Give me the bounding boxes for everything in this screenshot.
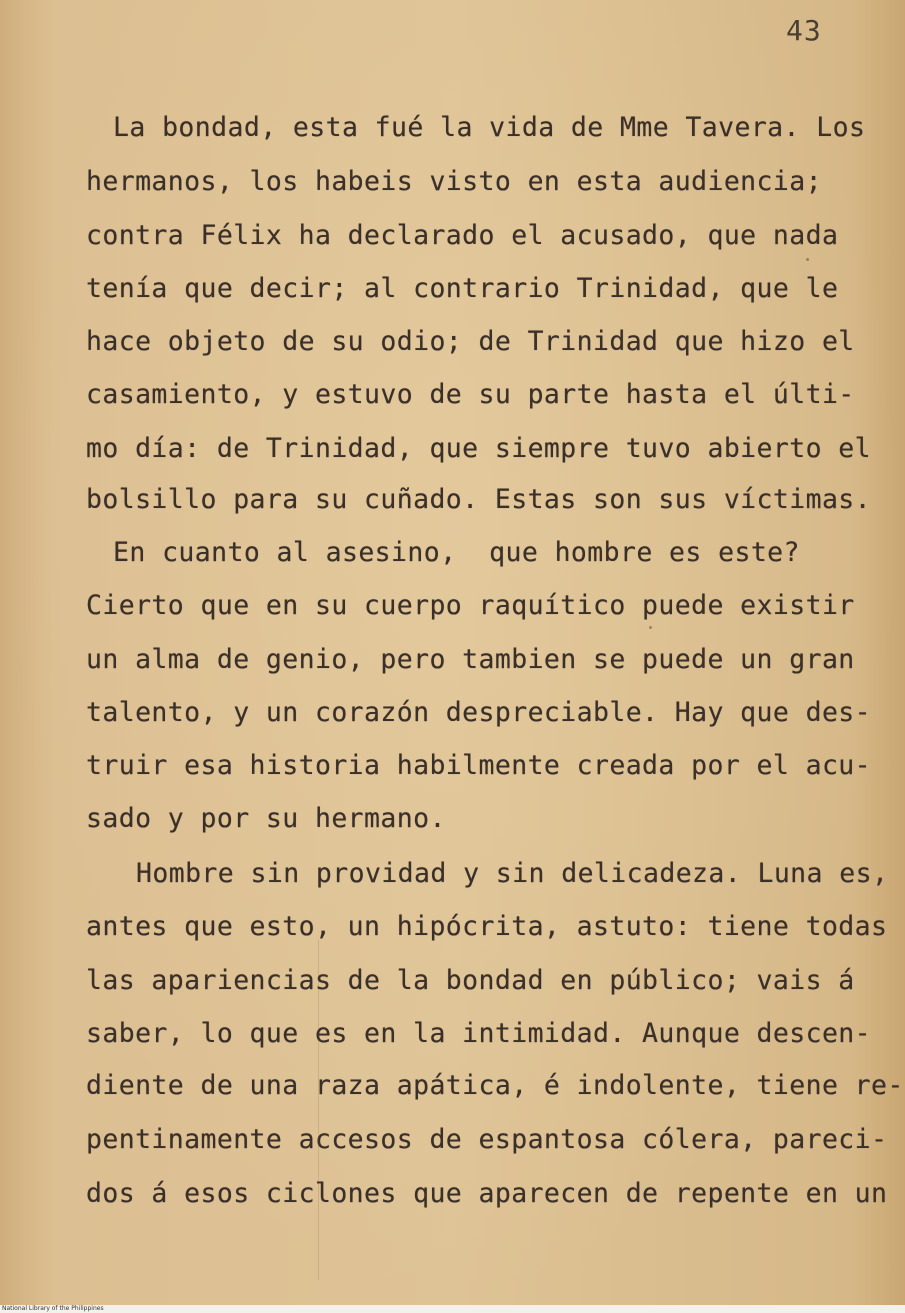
library-credit: National Library of the Philippines [2,1305,104,1312]
footer-strip [0,1305,905,1313]
text-line: un alma de genio, pero tambien se puede un gran [86,644,855,675]
text-line: tenía que decir; al contrario Trinidad, que le [86,273,839,304]
text-line: hace objeto de su odio; de Trinidad que hizo el [86,326,855,357]
ink-spot [806,258,809,261]
text-line: pentinamente accesos de espantosa cólera, pareci- [86,1124,888,1155]
text-line: casamiento, y estuvo de su parte hasta el últi- [86,379,855,410]
text-line: Cierto que en su cuerpo raquítico puede existir [86,590,855,621]
text-line: En cuanto al asesino, que hombre es este? [113,537,800,568]
text-line: saber, lo que es en la intimidad. Aunque descen- [86,1018,872,1049]
text-line: talento, y un corazón despreciable. Hay que des- [86,697,872,728]
page-number: 43 [786,14,822,47]
text-line: Hombre sin providad y sin delicadeza. Luna es, [136,858,889,889]
text-line: diente de una raza apática, é indolente, tiene re- [86,1070,904,1101]
text-line: antes que esto, un hipócrita, astuto: tiene todas [86,911,888,942]
text-line: las apariencias de la bondad en público; vais á [86,965,855,996]
text-line: hermanos, los habeis visto en esta audiencia; [86,166,822,197]
text-line: contra Félix ha declarado el acusado, que nada [86,220,839,251]
text-line: dos á esos ciclones que aparecen de repente en un [86,1178,888,1209]
text-line: mo día: de Trinidad, que siempre tuvo abierto el [86,433,872,464]
text-line: sado y por su hermano. [86,803,446,834]
text-line: truir esa historia habilmente creada por el acu- [86,750,872,781]
ink-spot [649,626,652,629]
text-line: La bondad, esta fué la vida de Mme Tavera. Los [113,112,866,143]
text-line: bolsillo para su cuñado. Estas son sus víctimas. [86,484,872,515]
page-fold-mark [318,940,319,1280]
